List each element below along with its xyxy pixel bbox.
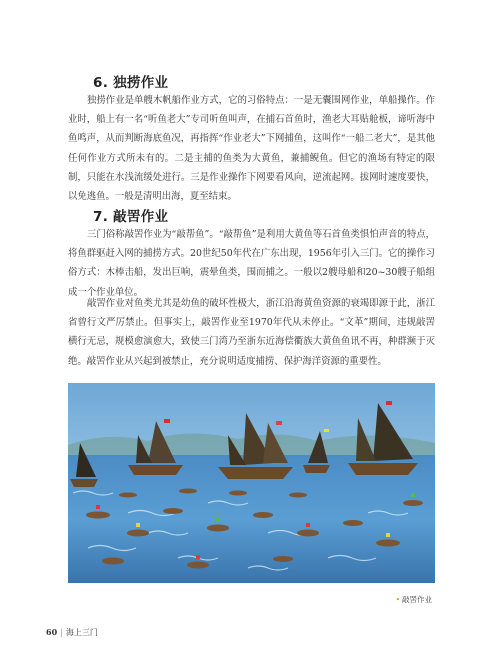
book-title: 海上三门 — [65, 628, 98, 637]
caption-text: 敲罟作业 — [402, 595, 432, 604]
footer-separator: | — [60, 628, 63, 637]
page-number: 60 — [46, 627, 58, 637]
caption-bullet: • — [395, 595, 400, 604]
section-6-paragraph: 独捞作业是单艘木帆船作业方式，它的习俗特点：一是无囊围网作业，单船操作。作业时，船上有一名“听鱼老大”专司听鱼叫声，在捕石首鱼时，渔老大耳贴舱板，谛听海中鱼鸣声，从而判断海底鱼况，再指挥“作业老大”下网捕鱼，这叫作“一船二老大”，是其他任何作业方式所未有的。二是主捕的鱼类为大黄鱼，兼捕鲵鱼。但它的渔场有特定的限制，只能在水浅流缓处进行。三是作业操作下网要看风向，逆流起网。拔网时速度要快，以免逃鱼。一般是清明出海，夏至结束。 — [68, 95, 435, 203]
section-7-paragraph-1: 三门俗称敲罟作业为“敲帮鱼”。“敲帮鱼”是利用大黄鱼等石首鱼类惧怕声音的特点，将鱼群驱赶入网的捕捞方式。20世纪50年代在广东出现，1956年引入三门。它的操作习俗方式：木棒击船，发出巨响，震晕鱼类，围而捕之。一般以2艘母船和20~30艘子船组成一个作业单位。 — [68, 229, 435, 298]
section-heading-6: 6. 独捞作业 — [93, 75, 169, 91]
page-footer — [46, 627, 98, 638]
section-7-paragraph-2: 敲罟作业对鱼类尤其是幼鱼的破坏性极大，浙江沿海黄鱼资源的衰竭即源于此，浙江省曾行文严厉禁止。但事实上，敲罟作业至1970年代从未停止。“文革”期间，违规敲罟横行无忌，规模愈演愈大，致使三门湾乃至浙东近海偿衢族大黄鱼鱼讯不再，种群濒于灭绝。敲罟作业从兴起到被禁止，充分说明适度捕捞、保护海洋资源的重要性。 — [68, 298, 435, 367]
figure-caption — [396, 594, 432, 605]
fishing-diorama-photo — [68, 383, 435, 583]
section-heading-7: 7. 敲罟作业 — [93, 209, 169, 225]
